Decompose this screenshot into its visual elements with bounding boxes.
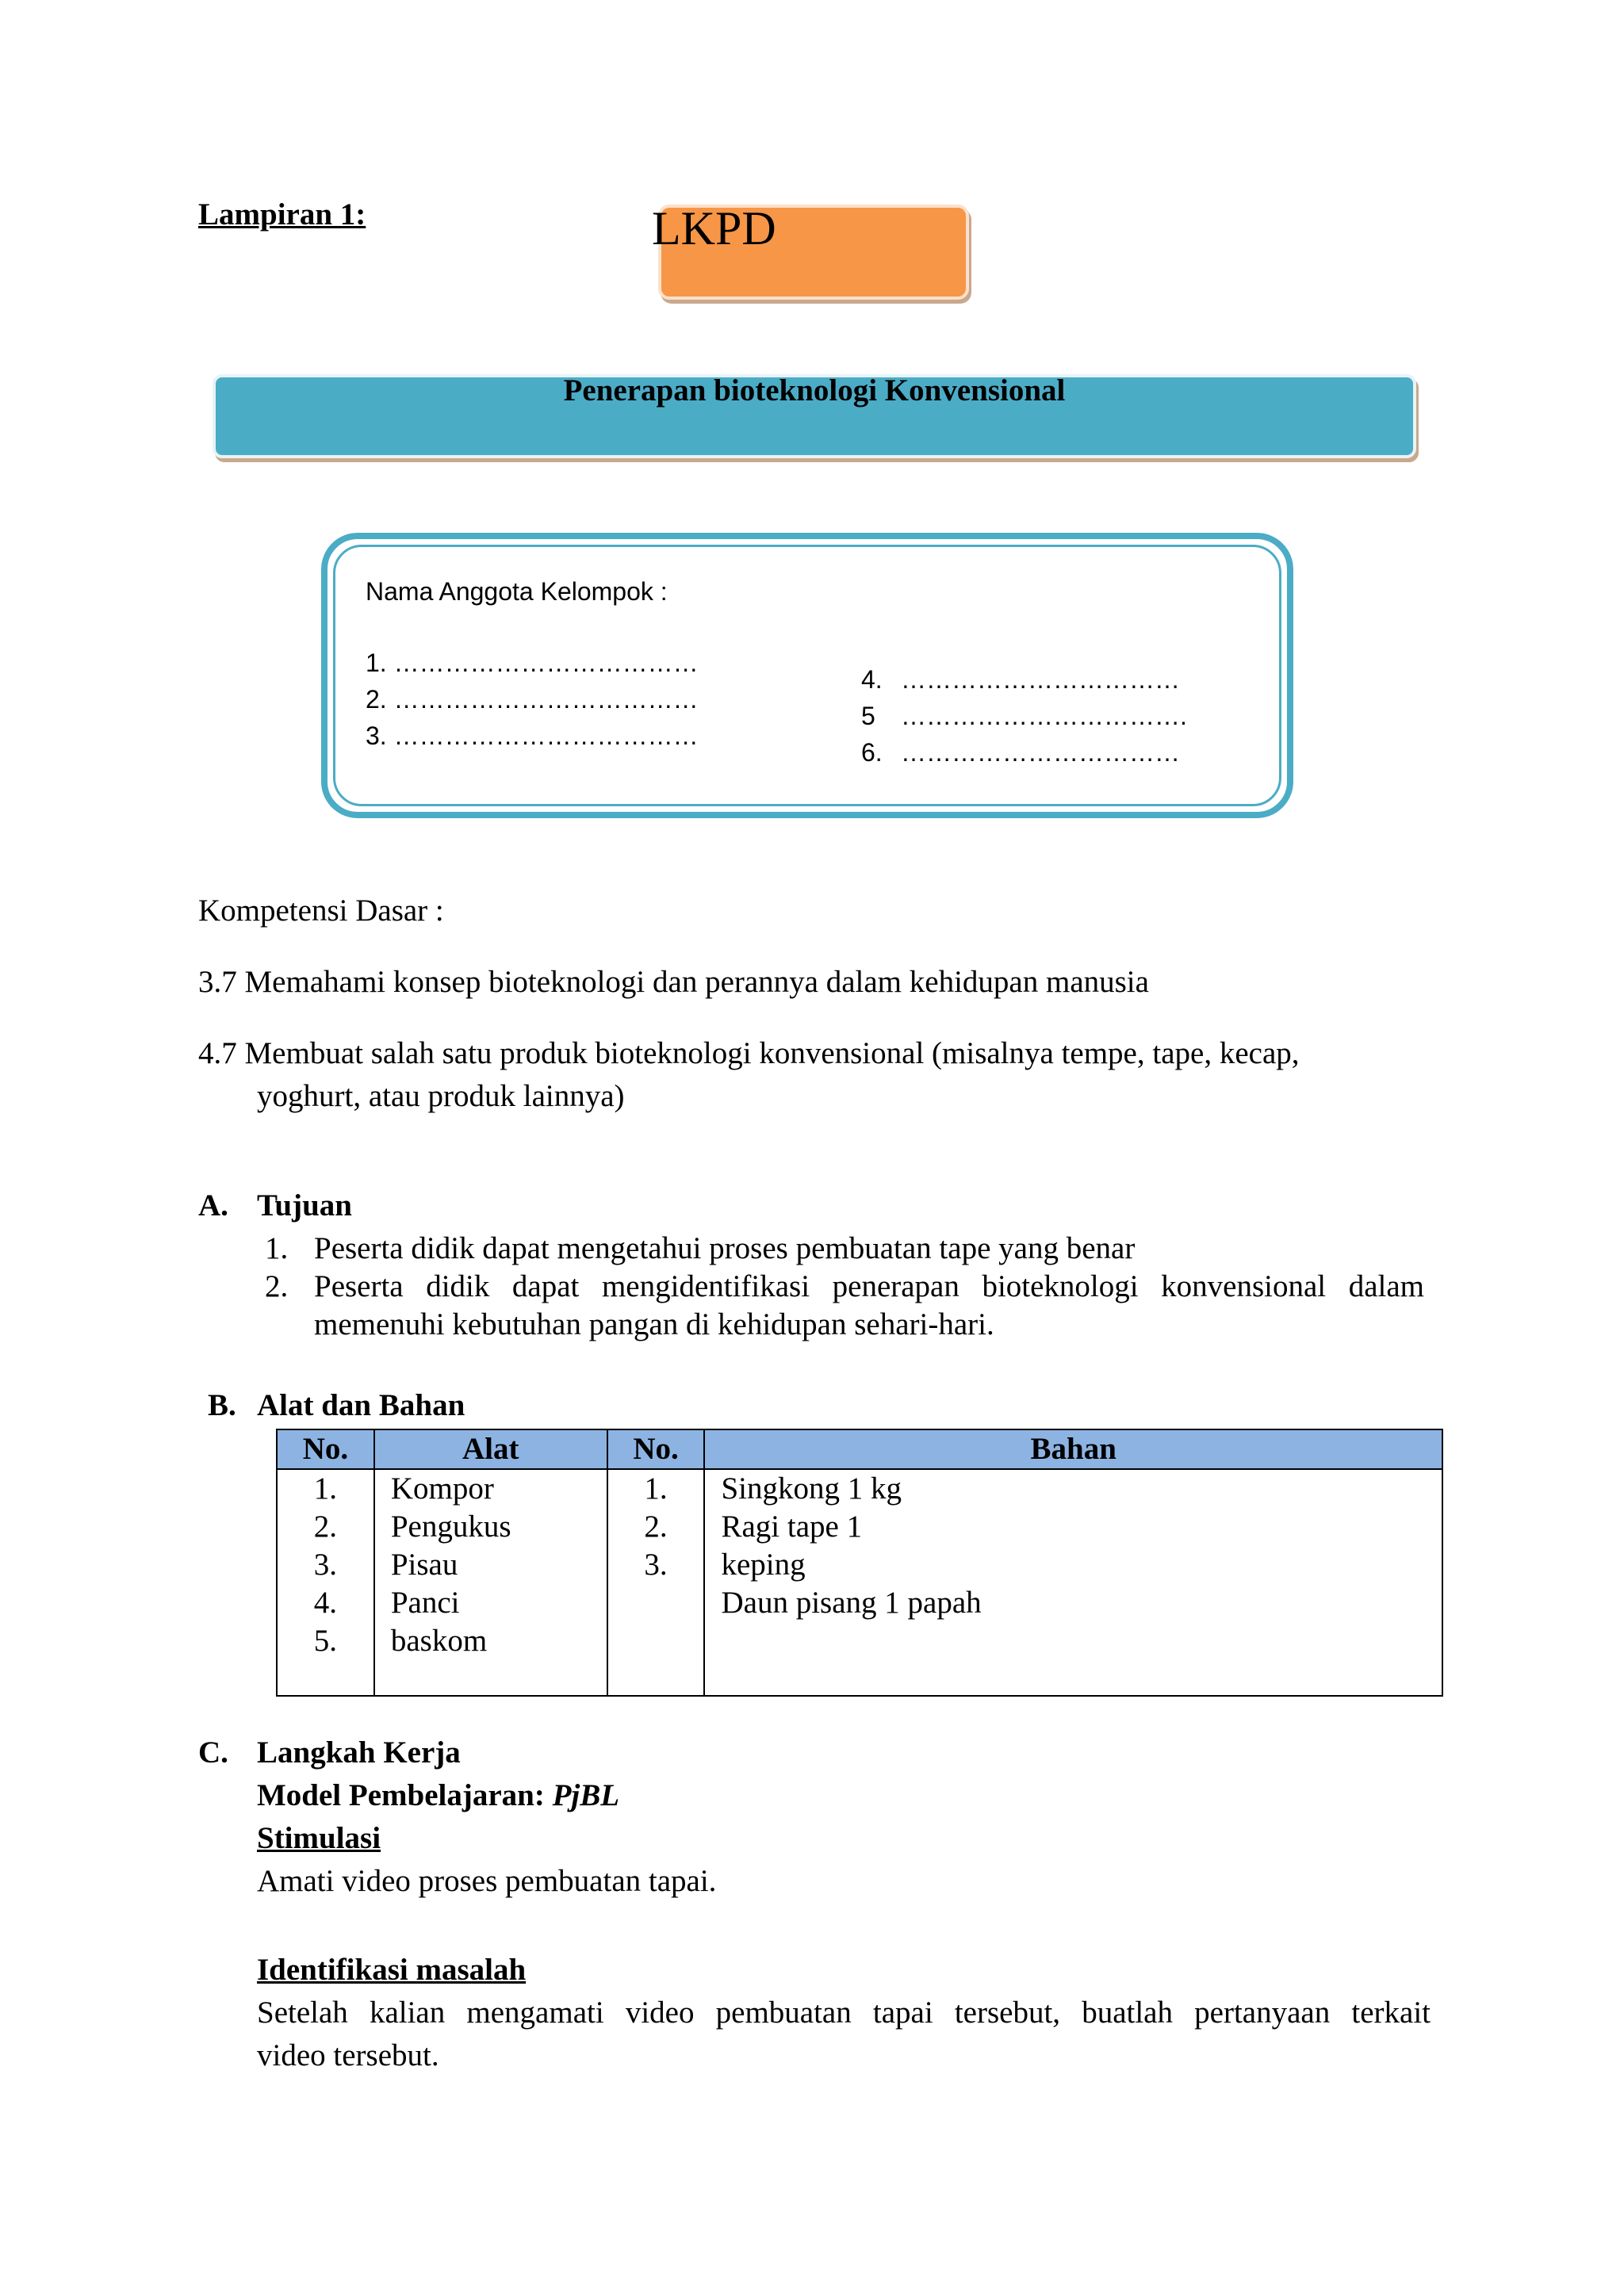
alat-numbers-cell — [277, 1469, 374, 1696]
goal-1-number: 1. — [265, 1231, 289, 1265]
kd-heading: Kompetensi Dasar : — [198, 894, 444, 928]
alat-item: Pengukus — [390, 1510, 511, 1544]
alat-number: 5. — [313, 1624, 338, 1658]
goal-2-text-line-2: memenuhi kebutuhan pangan di kehidupan sehari-hari. — [314, 1307, 994, 1341]
model-line — [257, 1774, 619, 1817]
section-a-heading: Tujuan — [257, 1188, 352, 1223]
member-number-4: 4. — [861, 665, 883, 694]
bahan-number: 1. — [644, 1471, 668, 1506]
group-members-heading: Nama Anggota Kelompok : — [366, 577, 668, 606]
goal-1-text: Peserta didik dapat mengetahui proses pembuatan tape yang benar — [314, 1231, 1136, 1265]
alat-number: 4. — [313, 1586, 338, 1620]
tools-materials-table — [276, 1429, 1443, 1697]
stimulasi-text: Amati video proses pembuatan tapai. — [257, 1864, 717, 1898]
header-alat: Alat — [374, 1429, 607, 1469]
bahan-number: 3. — [644, 1548, 668, 1582]
kd-item-2-line-2: yoghurt, atau produk lainnya) — [257, 1079, 625, 1113]
alat-number: 3. — [313, 1548, 338, 1582]
page-title: Penerapan bioteknologi Konvensional — [563, 373, 1066, 408]
alat-number: 2. — [313, 1510, 338, 1544]
attachment-label: Lampiran 1: — [198, 197, 366, 232]
member-number-6: 6. — [861, 738, 883, 767]
header-no-bahan: No. — [607, 1429, 705, 1469]
bahan-items-cell — [704, 1469, 1442, 1696]
bahan-number: 2. — [644, 1510, 668, 1544]
alat-item: Kompor — [390, 1471, 494, 1506]
member-number-5: 5 — [861, 702, 875, 730]
alat-item: Pisau — [390, 1548, 458, 1582]
bahan-numbers-cell — [607, 1469, 705, 1696]
section-c-heading: Langkah Kerja — [257, 1735, 461, 1770]
lkpd-badge-text: LKPD — [652, 202, 776, 254]
section-b-heading: Alat dan Bahan — [257, 1388, 465, 1422]
table-row — [277, 1469, 1442, 1696]
section-a-letter: A. — [198, 1188, 228, 1223]
bahan-item: Singkong 1 kg — [721, 1471, 902, 1506]
bahan-item: keping — [721, 1548, 806, 1582]
identifikasi-text-line-1: Setelah kalian mengamati video pembuatan tapai tersebut, buatlah pertanyaan terkait — [257, 1996, 1431, 2030]
goal-2-text-line-1: Peserta didik dapat mengidentifikasi penerapan bioteknologi konvensional dalam — [314, 1269, 1424, 1303]
member-field-1[interactable]: 1. ……………………………… — [366, 649, 699, 677]
member-field-6[interactable]: …………………………… — [901, 738, 1180, 767]
identifikasi-heading: Identifikasi masalah — [257, 1953, 527, 1987]
alat-number: 1. — [313, 1471, 338, 1506]
member-field-3[interactable]: 3. ……………………………… — [366, 721, 699, 750]
member-field-4[interactable]: …………………………… — [901, 665, 1180, 694]
bahan-item: Daun pisang 1 papah — [721, 1586, 982, 1620]
identifikasi-text-line-2: video tersebut. — [257, 2038, 439, 2072]
alat-item: Panci — [390, 1586, 460, 1620]
model-label: Model Pembelajaran: — [257, 1778, 545, 1812]
section-c-letter: C. — [198, 1735, 228, 1770]
header-no-alat: No. — [277, 1429, 374, 1469]
kd-item-2-line-1: 4.7 Membuat salah satu produk bioteknologi konvensional (misalnya tempe, tape, kecap, — [198, 1036, 1300, 1070]
alat-items-cell — [374, 1469, 607, 1696]
section-b-letter: B. — [208, 1388, 236, 1422]
model-value: PjBL — [552, 1778, 620, 1812]
bahan-item: Ragi tape 1 — [721, 1510, 863, 1544]
kd-item-1: 3.7 Memahami konsep bioteknologi dan perannya dalam kehidupan manusia — [198, 965, 1149, 999]
header-bahan: Bahan — [704, 1429, 1442, 1469]
table-header-row — [277, 1429, 1442, 1469]
stimulasi-heading: Stimulasi — [257, 1821, 381, 1855]
alat-item: baskom — [390, 1624, 488, 1658]
member-field-2[interactable]: 2. ……………………………… — [366, 685, 699, 714]
goal-2-number: 2. — [265, 1269, 289, 1303]
member-field-5[interactable]: ……………………………. — [901, 702, 1187, 730]
